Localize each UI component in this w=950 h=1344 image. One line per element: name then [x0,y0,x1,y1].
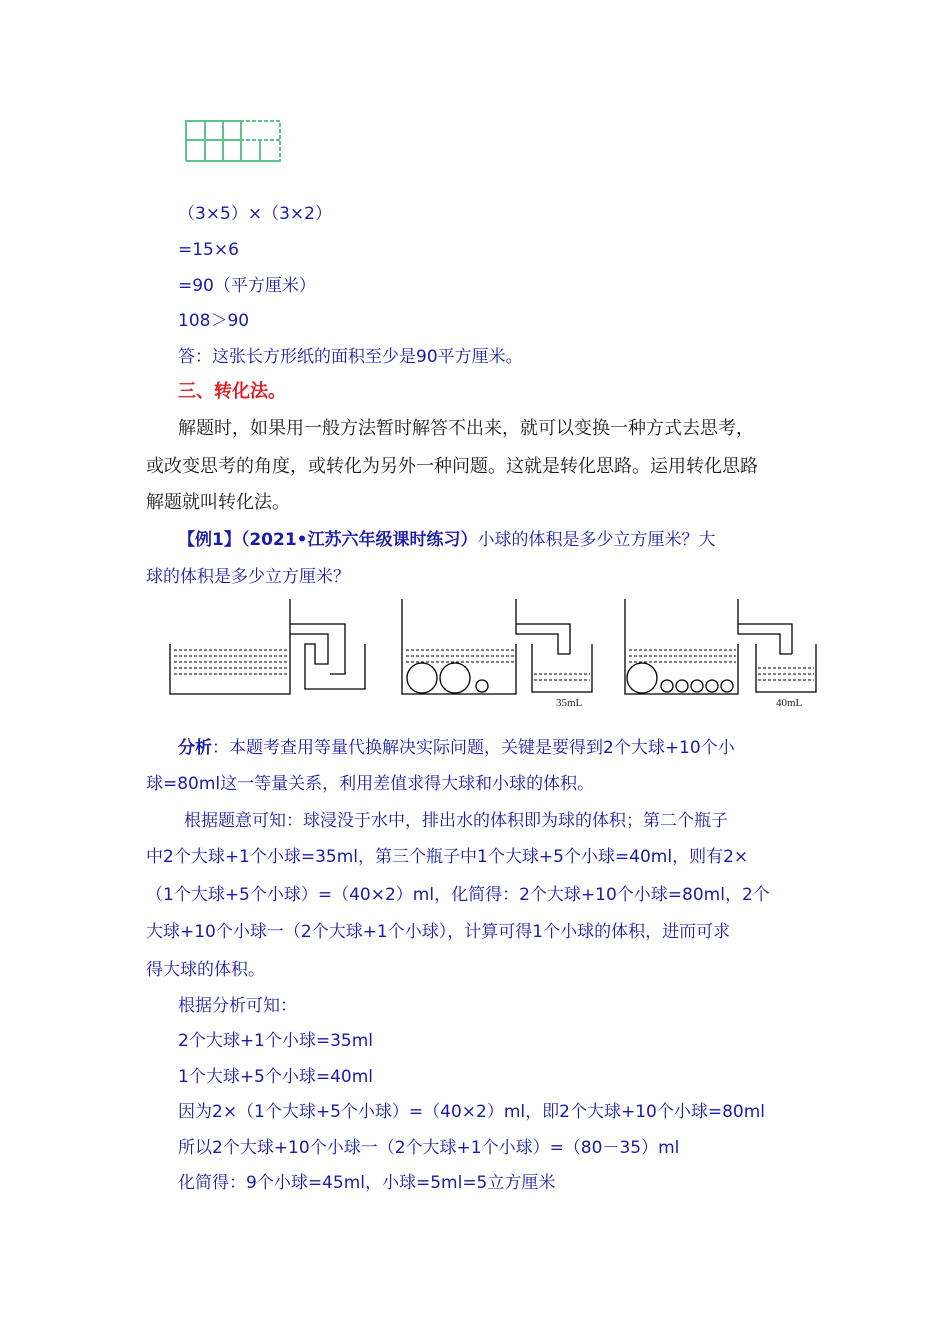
calc-line-2: =15×6 [178,240,239,260]
solution-line-6: 化简得：9个小球=45ml，小球=5ml=5立方厘米 [178,1173,556,1193]
containers-figure [160,594,820,714]
calc-line-3: =90（平方厘米） [178,276,316,296]
solution-line-1: 根据分析可知： [178,996,297,1016]
example-line-1 [178,529,716,551]
caption-40ml: 40mL [776,697,803,709]
reasoning-line-2: 中2个大球+1个小球=35ml，第三个瓶子中1个大球+5个小球=40ml，则有2× [146,847,749,867]
example-label: 【例1】（2021•江苏六年级课时练习） [178,530,478,550]
section-title: 三、转化法。 [178,381,286,402]
analysis-line-2: 球=80ml这一等量关系，利用差值求得大球和小球的体积。 [146,774,595,794]
intro-line-1: 解题时，如果用一般方法暂时解答不出来，就可以变换一种方式去思考， [178,418,754,439]
solution-line-3: 1个大球+5个小球=40ml [178,1067,374,1087]
caption-35ml: 35mL [556,697,583,709]
analysis-label: 分析 [178,738,212,758]
reasoning-line-3: （1个大球+5个小球）=（40×2）ml，化简得：2个大球+10个小球=80ml，2个 [146,885,770,905]
grid-figure [183,118,283,166]
solution-line-5: 所以2个大球+10个小球一（2个大球+1个小球）=（80－35）ml [178,1138,680,1158]
example-question-1: 小球的体积是多少立方厘米？大 [477,530,716,550]
solution-line-4: 因为2×（1个大球+5个小球）=（40×2）ml，即2个大球+10个小球=80ml [178,1102,766,1122]
answer-line: 答：这张长方形纸的面积至少是90平方厘米。 [178,347,523,367]
calc-line-4: 108＞90 [178,311,250,331]
analysis-line-1 [178,737,735,759]
intro-line-3: 解题就叫转化法。 [146,492,290,513]
calc-line-1: （3×5）×（3×2） [178,204,332,224]
reasoning-line-5: 得大球的体积。 [146,960,265,980]
intro-line-2: 或改变思考的角度，或转化为另外一种问题。这就是转化思路。运用转化思路 [146,456,758,477]
example-question-2: 球的体积是多少立方厘米？ [146,567,350,587]
reasoning-line-4: 大球+10个小球一（2个大球+1个小球），计算可得1个小球的体积，进而可求 [146,922,731,942]
analysis-text-1: ：本题考查用等量代换解决实际问题，关键是要得到2个大球+10个小 [212,738,735,758]
reasoning-line-1: 根据题意可知：球浸没于水中，排出水的体积即为球的体积；第二个瓶子 [184,811,728,831]
solution-line-2: 2个大球+1个小球=35ml [178,1031,374,1051]
